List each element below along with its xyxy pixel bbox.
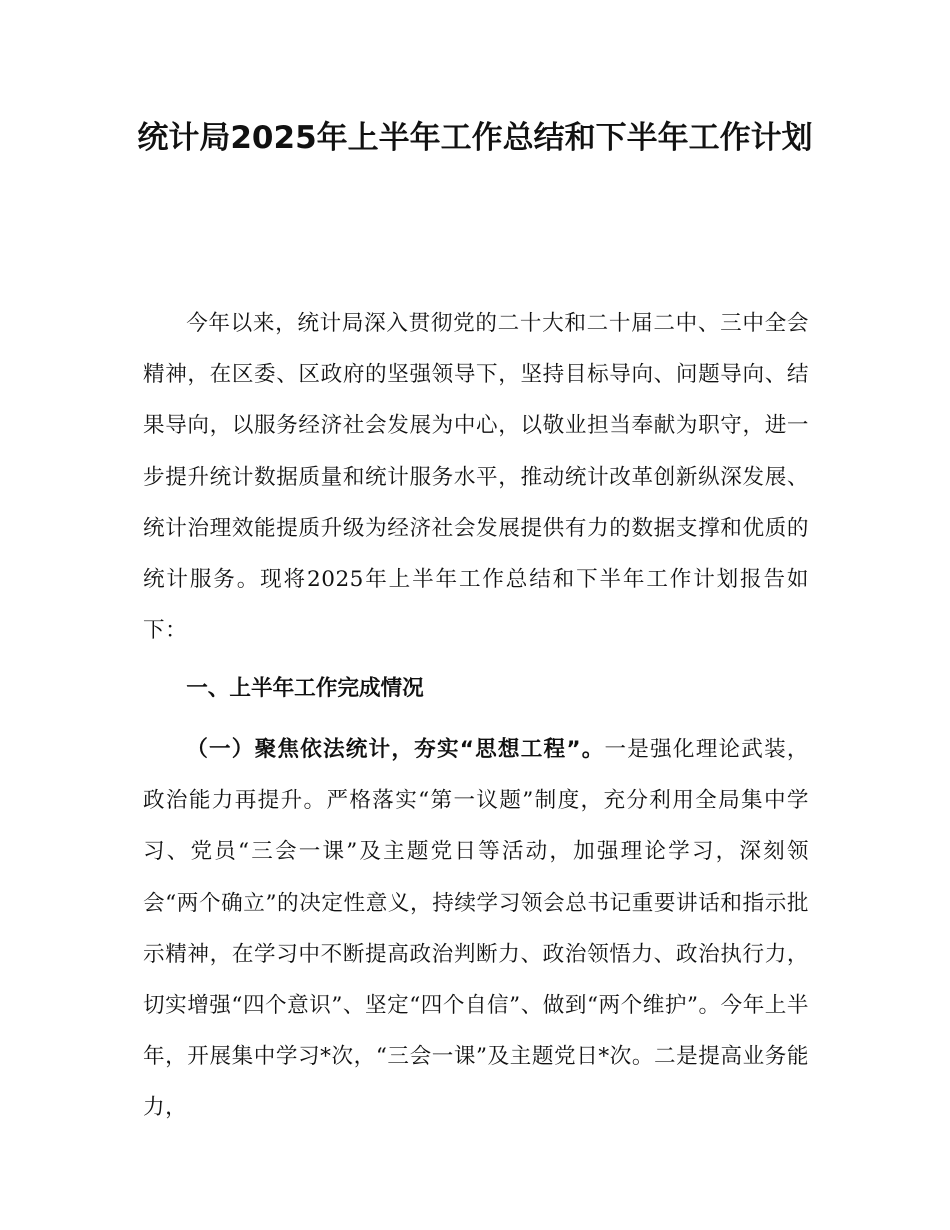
intro-paragraph: 今年以来，统计局深入贯彻党的二十大和二十届二中、三中全会精神，在区委、区政府的坚强领导下，坚持目标导向、问题导向、结果导向，以服务经济社会发展为中心，以敬业担当奉献为职守，进一步提升统计数据质量和统计服务水平，推动统计改革创新纵深发展、统计治理效能提质升级为经济社会发展提供有力的数据支撑和优质的统计服务。现将2025年上半年工作总结和下半年工作计划报告如下：	[143, 311, 809, 644]
subsection-lead: （一）聚焦依法统计，夯实“思想工程”。	[186, 737, 605, 762]
subsection-body: 一是强化理论武装，政治能力再提升。严格落实“第一议题”制度，充分利用全局集中学习、党员“三会一课”及主题党日等活动，加强理论学习，深刻领会“两个确立”的决定性意义，持续学习领会总书记重要讲话和指示批示精神，在学习中不断提高政治判断力、政治领悟力、政治执行力，切实增强“四个意识”、坚定“四个自信”、做到“两个维护”。今年上半年，开展集中学习*次，“三会一课”及主题党日*次。二是提高业务能力，	[143, 737, 809, 1121]
section-heading: 一、上半年工作完成情况	[186, 676, 424, 701]
subsection-paragraph	[143, 724, 809, 1134]
document-title: 统计局2025年上半年工作总结和下半年工作计划	[137, 120, 813, 156]
